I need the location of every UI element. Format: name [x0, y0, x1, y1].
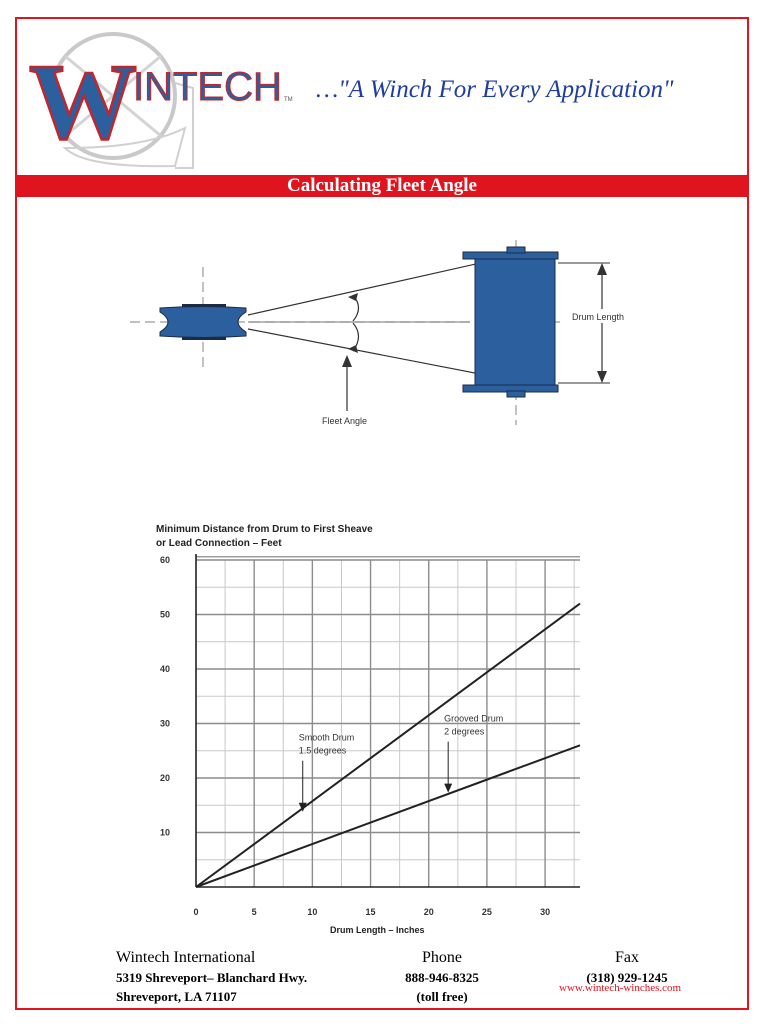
x-axis-label: Drum Length – Inches — [330, 925, 425, 935]
y-tick-label: 10 — [160, 827, 171, 838]
annotation-text: 2 degrees — [444, 726, 485, 737]
title-banner — [17, 175, 747, 197]
y-tick-label: 60 — [160, 555, 171, 565]
sheave-icon — [160, 307, 246, 338]
page-title: Calculating Fleet Angle — [287, 175, 477, 196]
footer-company — [116, 948, 376, 1006]
x-tick-label: 30 — [540, 907, 551, 917]
chart-title-line: Minimum Distance from Drum to First Sheave — [156, 524, 373, 535]
x-tick-label: 10 — [307, 907, 318, 917]
x-tick-label: 0 — [193, 907, 199, 917]
y-tick-label: 30 — [160, 718, 171, 729]
annotation-text: Smooth Drum — [298, 732, 355, 743]
footer-phone — [386, 948, 498, 1006]
phone-number: 888-946-8325 — [405, 970, 479, 985]
annotation-text: Grooved Drum — [444, 713, 504, 724]
x-tick-label: 5 — [251, 907, 257, 917]
fleet-distance-chart — [140, 520, 600, 945]
wintech-logo — [25, 28, 295, 176]
x-tick-label: 25 — [481, 907, 492, 917]
fax-number: (318) 929-1245 — [586, 970, 668, 985]
company-name: Wintech International — [116, 949, 256, 966]
y-tick-label: 20 — [160, 773, 171, 783]
y-tick-label: 40 — [160, 664, 171, 674]
drum-icon — [475, 259, 555, 385]
phone-note: (toll free) — [416, 989, 468, 1004]
annotation-arrowhead — [444, 784, 452, 793]
x-tick-label: 15 — [365, 907, 376, 917]
chart-title-line: or Lead Connection – Feet — [156, 538, 282, 549]
logo-w: W — [29, 43, 137, 162]
phone-label: Phone — [422, 949, 462, 966]
website-link[interactable]: www.wintech-winches.com — [559, 982, 682, 994]
x-tick-label: 20 — [423, 907, 434, 917]
drum-length-label: Drum Length — [572, 312, 625, 322]
logo-tm: TM — [284, 97, 293, 103]
logo-text: INTECH — [133, 65, 282, 109]
address-line-2: Shreveport, LA 71107 — [116, 989, 237, 1004]
tagline: …"A Winch For Every Application" — [316, 76, 674, 103]
y-tick-label: 50 — [160, 609, 171, 620]
address-line-1: 5319 Shreveport– Blanchard Hwy. — [116, 970, 308, 985]
fleet-angle-label: Fleet Angle — [322, 416, 368, 426]
fleet-angle-diagram — [120, 235, 660, 435]
annotation-text: 1.5 degrees — [298, 745, 347, 756]
fax-label: Fax — [615, 949, 639, 966]
